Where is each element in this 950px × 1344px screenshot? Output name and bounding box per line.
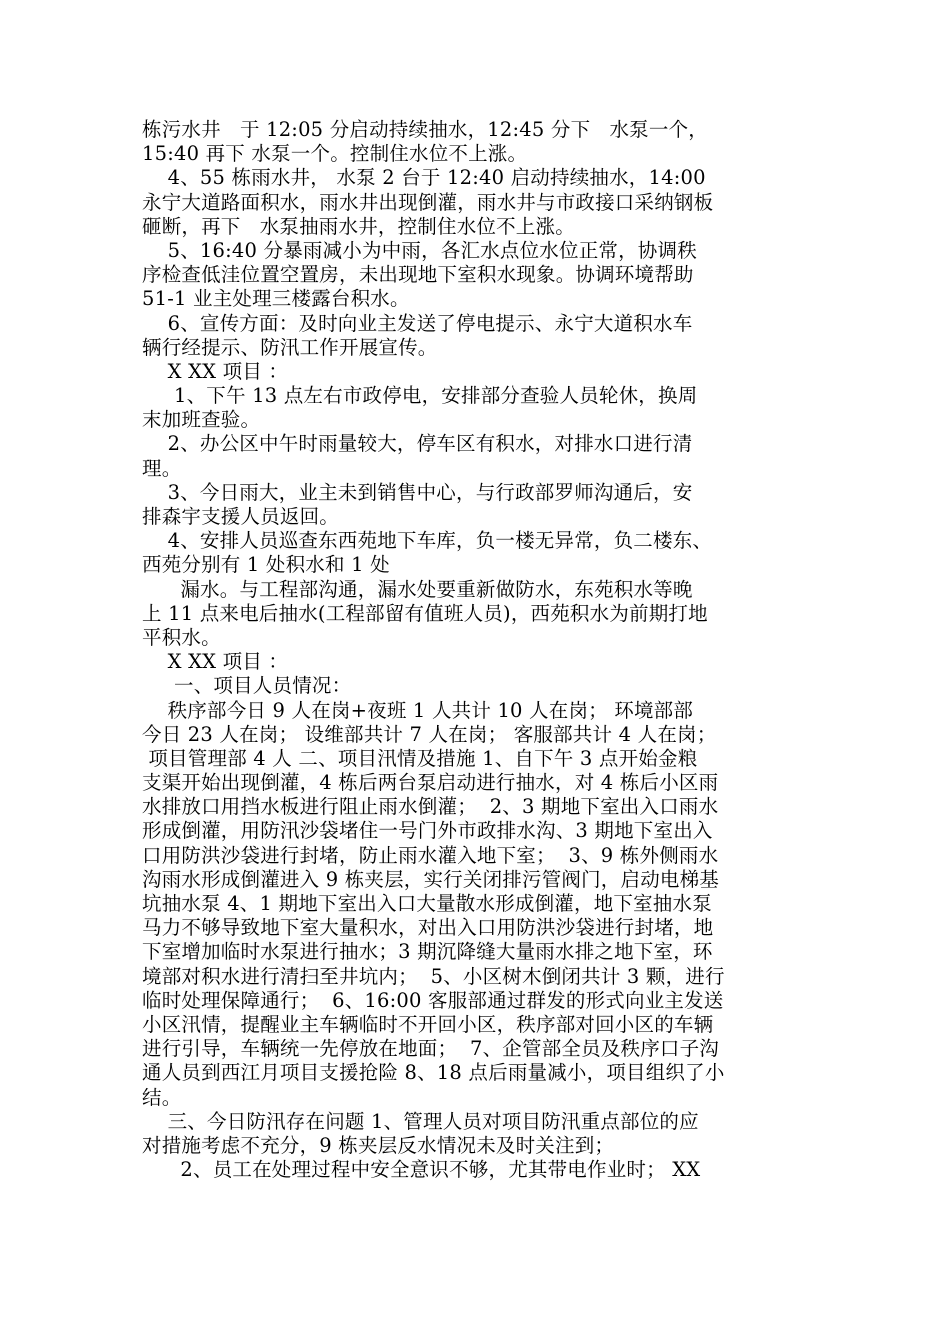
text-line: 口用防洪沙袋进行封堵，防止雨水灌入地下室； 3、9 栋外侧雨水: [142, 843, 719, 867]
text-line: 栋污水井 于 12:05 分启动持续抽水，12:45 分下 水泵一个，: [142, 118, 708, 141]
text-line: 沟雨水形成倒灌进入 9 栋夹层，实行关闭排污管阀门，启动电梯基: [142, 867, 720, 891]
text-line: 结。: [142, 1085, 182, 1109]
text-line: 51-1 业主处理三楼露台积水。: [142, 287, 410, 311]
text-line: 2、办公区中午时雨量较大，停车区有积水，对排水口进行清: [142, 432, 693, 456]
text-line: 境部对积水进行清扫至井坑内； 5、小区树木倒闭共计 3 颗，进行: [142, 964, 725, 988]
text-line: 6、宣传方面：及时向业主发送了停电提示、永宁大道积水车: [142, 311, 693, 335]
text-line: 项目管理部 4 人 二、项目汛情及措施 1、自下午 3 点开始金粮: [142, 746, 698, 770]
text-line: 三、今日防汛存在问题 1、管理人员对项目防汛重点部位的应: [142, 1109, 699, 1133]
text-line: X XX 项目 ：: [142, 359, 289, 383]
text-line: X XX 项目 ：: [142, 650, 289, 674]
text-line: 形成倒灌，用防汛沙袋堵住一号门外市政排水沟、3 期地下室出入: [142, 819, 713, 843]
text-line: 排森宇支援人员返回。: [142, 505, 340, 528]
text-line: 通人员到西江月项目支援抢险 8、18 点后雨量减小，项目组织了小: [142, 1061, 725, 1085]
text-line: 15:40 再下 水泵一个。控制住水位不上涨。: [142, 142, 528, 166]
text-line: 漏水。与工程部沟通，漏水处要重新做防水，东苑积水等晚: [142, 577, 693, 601]
text-line: 2、员工在处理过程中安全意识不够，尤其带电作业时； XX: [142, 1158, 701, 1182]
text-line: 末加班查验。: [142, 408, 261, 432]
text-line: 进行引导，车辆统一先停放在地面； 7、企管部全员及秩序口子沟: [142, 1037, 720, 1061]
text-line: 3、今日雨大，业主未到销售中心，与行政部罗师沟通后，安: [142, 480, 693, 504]
text-line: 4、安排人员巡查东西苑地下车库，负一楼无异常，负二楼东、: [142, 529, 713, 553]
text-line: 小区汛情，提醒业主车辆临时不开回小区，秩序部对回小区的车辆: [142, 1012, 714, 1036]
text-line: 临时处理保障通行； 6、16:00 客服部通过群发的形式向业主发送: [142, 988, 724, 1012]
text-line: 马力不够导致地下室大量积水，对出入口用防洪沙袋进行封堵，地: [142, 916, 714, 940]
text-line: 永宁大道路面积水，雨水井出现倒灌，雨水井与市政接口采纳钢板: [142, 190, 714, 214]
text-line: 序检查低洼位置空置房，未出现地下室积水现象。协调环境帮助: [142, 263, 694, 287]
text-line: 辆行经提示、防汛工作开展宣传。: [142, 335, 438, 359]
text-line: 砸断，再下 水泵抽雨水井，控制住水位不上涨。: [142, 214, 575, 238]
text-line: 西苑分别有 1 处积水和 1 处: [142, 553, 390, 577]
text-line: 下室增加临时水泵进行抽水；3 期沉降缝大量雨水排之地下室，环: [142, 940, 713, 964]
text-line: 今日 23 人在岗； 设维部共计 7 人在岗； 客服部共计 4 人在岗；: [142, 722, 717, 746]
text-line: 水排放口用挡水板进行阻止雨水倒灌； 2、3 期地下室出入口雨水: [142, 795, 719, 819]
text-line: 一、项目人员情况：: [142, 674, 352, 698]
text-line: 秩序部今日 9 人在岗+夜班 1 人共计 10 人在岗； 环境部部: [142, 698, 694, 722]
text-line: 对措施考虑不充分，9 栋夹层反水情况未及时关注到；: [142, 1133, 615, 1157]
text-line: 理。: [142, 456, 182, 480]
text-line: 1、下午 13 点左右市政停电，安排部分查验人员轮休，换周: [142, 384, 698, 408]
text-line: 上 11 点来电后抽水(工程部留有值班人员)，西苑积水为前期打地: [142, 601, 708, 625]
document-body-text: [142, 118, 842, 1182]
text-line: 平积水。: [142, 625, 221, 649]
text-line: 支渠开始出现倒灌，4 栋后两台泵启动进行抽水，对 4 栋后小区雨: [142, 771, 719, 795]
text-line: 4、55 栋雨水井， 水泵 2 台于 12:40 启动持续抽水，14:00: [142, 166, 706, 190]
text-line: 5、16:40 分暴雨减小为中雨，各汇水点位水位正常，协调秩: [142, 238, 697, 262]
text-line: 坑抽水泵 4、1 期地下室出入口大量散水形成倒灌，地下室抽水泵: [142, 892, 712, 915]
